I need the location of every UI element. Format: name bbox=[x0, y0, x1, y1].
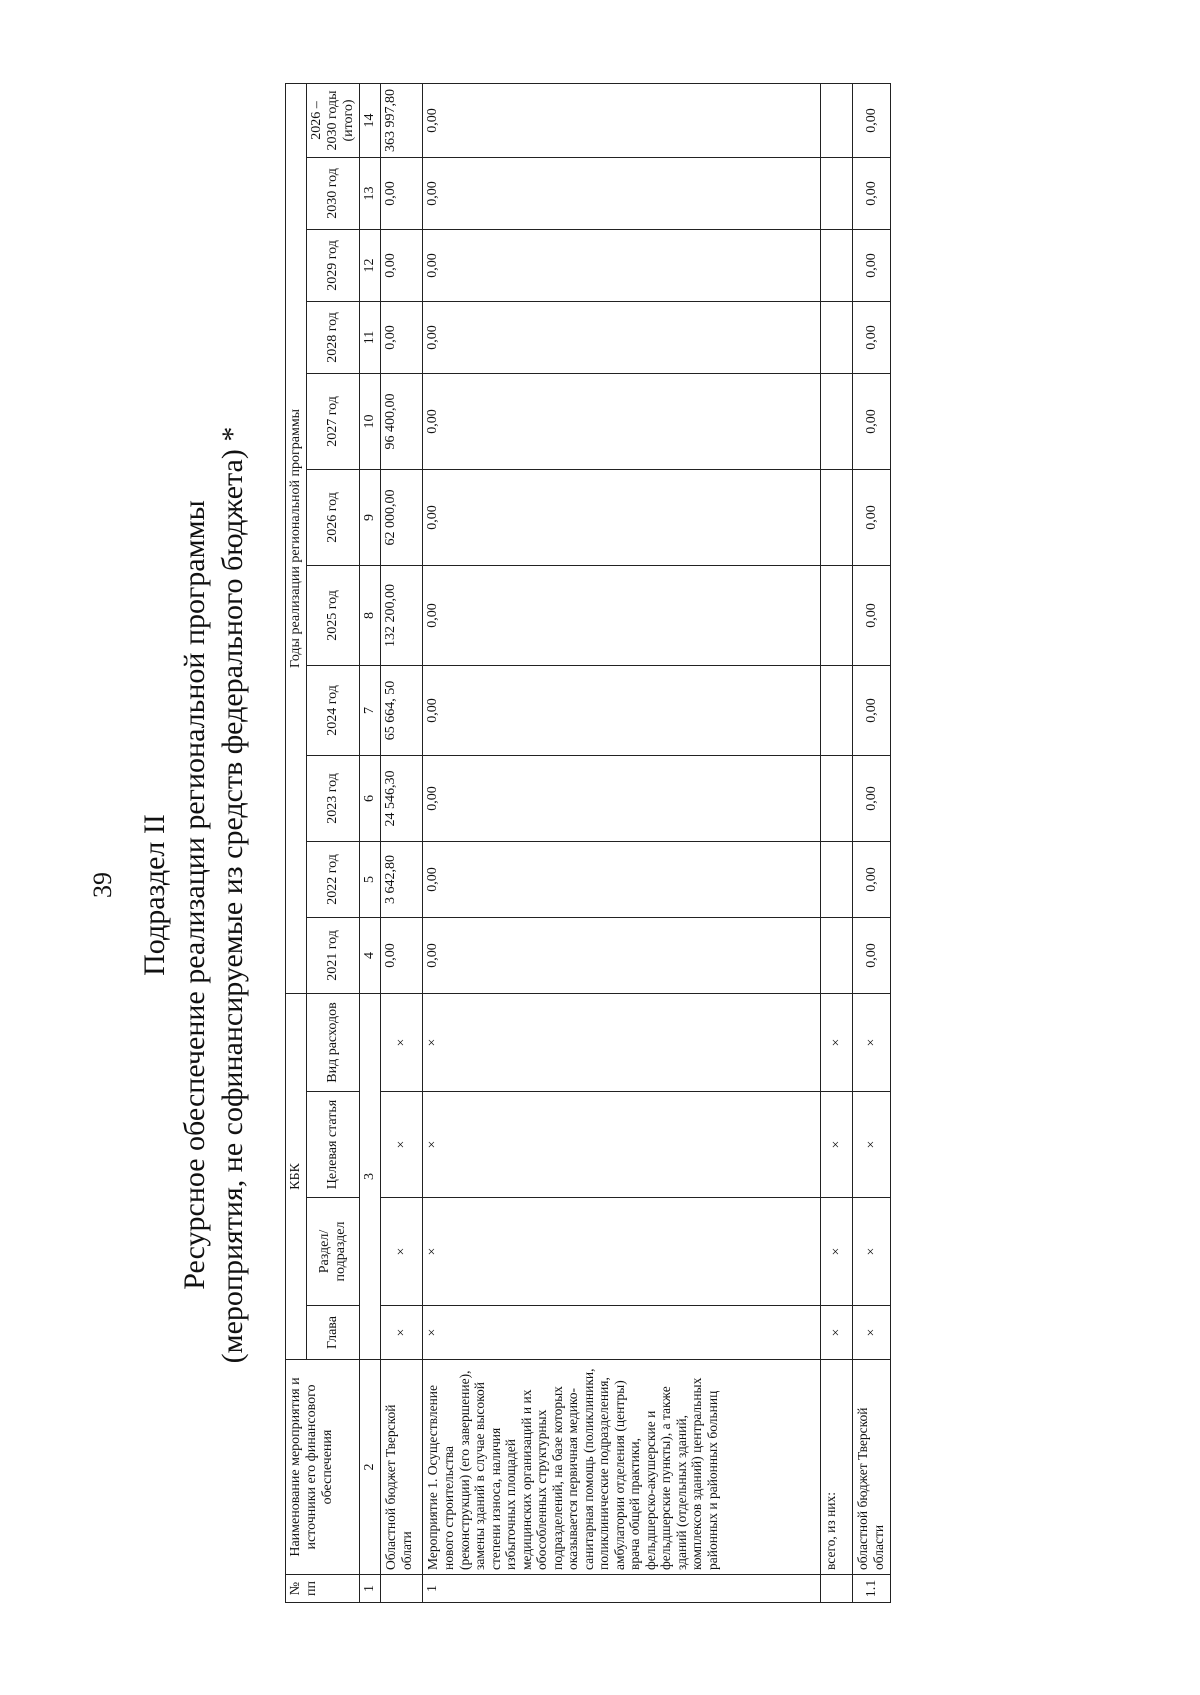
col-num: 10 bbox=[360, 373, 381, 469]
col-num: 4 bbox=[360, 917, 381, 993]
rotated-page bbox=[0, 88, 1100, 1695]
section-subheading: (мероприятия, не софинансируемые из средств федерального бюджета) * bbox=[216, 426, 249, 1364]
col-header-2028: 2028 год bbox=[307, 301, 360, 373]
value-cell: 0,00 bbox=[423, 841, 821, 917]
col-num: 6 bbox=[360, 755, 381, 841]
col-num: 14 bbox=[360, 83, 381, 157]
value-cell bbox=[821, 755, 853, 841]
header-row-1 bbox=[286, 83, 307, 1602]
value-cell: 0,00 bbox=[423, 469, 821, 565]
row-num bbox=[381, 1575, 423, 1603]
row-name: Областной бюджет Тверской облати bbox=[381, 1360, 423, 1575]
col-header-2029: 2029 год bbox=[307, 229, 360, 301]
table-row bbox=[821, 83, 853, 1602]
subsection-title: Подраздел II bbox=[138, 814, 171, 976]
value-cell bbox=[821, 229, 853, 301]
col-header-vid: Вид расходов bbox=[307, 993, 360, 1091]
col-header-glava: Глава bbox=[307, 1306, 360, 1360]
value-cell bbox=[821, 917, 853, 993]
row-num: 1.1 bbox=[853, 1575, 891, 1603]
row-num: 1 bbox=[423, 1575, 821, 1603]
value-cell: 0,00 bbox=[423, 917, 821, 993]
value-cell: 0,00 bbox=[853, 665, 891, 755]
value-cell: 65 664, 50 bbox=[381, 665, 423, 755]
value-cell bbox=[821, 83, 853, 157]
kbk-cell: × bbox=[821, 1306, 853, 1360]
col-num: 11 bbox=[360, 301, 381, 373]
value-cell: 0,00 bbox=[381, 229, 423, 301]
col-header-2024: 2024 год bbox=[307, 665, 360, 755]
col-num: 12 bbox=[360, 229, 381, 301]
col-header-2027: 2027 год bbox=[307, 373, 360, 469]
value-cell: 0,00 bbox=[423, 373, 821, 469]
value-cell: 0,00 bbox=[853, 565, 891, 665]
col-header-razdel: Раздел/ подраздел bbox=[307, 1198, 360, 1306]
value-cell: 0,00 bbox=[423, 665, 821, 755]
row-name: всего, из них: bbox=[821, 1360, 853, 1575]
kbk-cell: × bbox=[821, 1198, 853, 1306]
column-number-row bbox=[360, 83, 381, 1602]
col-header-2025: 2025 год bbox=[307, 565, 360, 665]
col-header-2026: 2026 год bbox=[307, 469, 360, 565]
col-num: 13 bbox=[360, 157, 381, 229]
col-num: 9 bbox=[360, 469, 381, 565]
kbk-cell: × bbox=[821, 993, 853, 1091]
section-heading: Ресурсное обеспечение реализации региональной программы bbox=[178, 500, 211, 1290]
kbk-cell: × bbox=[381, 1092, 423, 1198]
col-header-2022: 2022 год bbox=[307, 841, 360, 917]
value-cell bbox=[821, 373, 853, 469]
col-header-years: Годы реализации региональной программы bbox=[286, 83, 307, 993]
kbk-cell: × bbox=[853, 1306, 891, 1360]
kbk-cell: × bbox=[423, 1306, 821, 1360]
col-num: 5 bbox=[360, 841, 381, 917]
kbk-cell: × bbox=[423, 1092, 821, 1198]
value-cell: 0,00 bbox=[853, 469, 891, 565]
value-cell bbox=[821, 665, 853, 755]
row-num bbox=[821, 1575, 853, 1603]
col-num: 2 bbox=[360, 1360, 381, 1575]
value-cell: 24 546,30 bbox=[381, 755, 423, 841]
value-cell: 0,00 bbox=[423, 565, 821, 665]
value-cell: 0,00 bbox=[423, 83, 821, 157]
col-header-2021: 2021 год bbox=[307, 917, 360, 993]
page-number: 39 bbox=[88, 872, 117, 898]
col-header-celevaya: Целевая статья bbox=[307, 1092, 360, 1198]
col-num: 3 bbox=[360, 993, 381, 1359]
value-cell bbox=[821, 469, 853, 565]
col-header-total: 2026 – 2030 годы (итого) bbox=[307, 83, 360, 157]
col-header-2023: 2023 год bbox=[307, 755, 360, 841]
kbk-cell: × bbox=[423, 993, 821, 1091]
value-cell: 3 642,80 bbox=[381, 841, 423, 917]
value-cell: 0,00 bbox=[853, 83, 891, 157]
kbk-cell: × bbox=[381, 1198, 423, 1306]
value-cell: 0,00 bbox=[423, 229, 821, 301]
value-cell: 62 000,00 bbox=[381, 469, 423, 565]
value-cell bbox=[821, 157, 853, 229]
table-row bbox=[381, 83, 423, 1602]
kbk-cell: × bbox=[381, 993, 423, 1091]
kbk-cell: × bbox=[821, 1092, 853, 1198]
col-header-kbk: КБК bbox=[286, 993, 307, 1359]
col-header-num: № пп bbox=[286, 1575, 360, 1603]
value-cell: 0,00 bbox=[423, 157, 821, 229]
value-cell: 0,00 bbox=[853, 917, 891, 993]
value-cell: 0,00 bbox=[853, 373, 891, 469]
kbk-cell: × bbox=[381, 1306, 423, 1360]
value-cell: 0,00 bbox=[853, 841, 891, 917]
value-cell: 0,00 bbox=[423, 301, 821, 373]
kbk-cell: × bbox=[423, 1198, 821, 1306]
table-row bbox=[853, 83, 891, 1602]
kbk-cell: × bbox=[853, 993, 891, 1091]
value-cell: 0,00 bbox=[853, 755, 891, 841]
value-cell: 0,00 bbox=[853, 157, 891, 229]
col-num: 1 bbox=[360, 1575, 381, 1603]
value-cell: 363 997,80 bbox=[381, 83, 423, 157]
value-cell: 96 400,00 bbox=[381, 373, 423, 469]
row-name: областной бюджет Тверской области bbox=[853, 1360, 891, 1575]
value-cell: 0,00 bbox=[381, 917, 423, 993]
col-header-2030: 2030 год bbox=[307, 157, 360, 229]
kbk-cell: × bbox=[853, 1092, 891, 1198]
value-cell bbox=[821, 565, 853, 665]
value-cell bbox=[821, 841, 853, 917]
value-cell: 0,00 bbox=[423, 755, 821, 841]
col-num: 8 bbox=[360, 565, 381, 665]
row-name: Мероприятие 1. Осуществление нового строительства (реконструкции) (его завершение), замены зданий в случае высокой степени износа, наличия избыточных площадей медицинских организаций и их обособленных структурных подразделений, на базе которых оказывается первичная медико-санитарная помощь (поликлиники, поликлинические подразделения, амбулатории отделения (центры) врача общей практики, фельдшерско-акушерские и фельдшерские пункты), а также зданий (отдельных зданий, комплексов зданий) центральных районных и районных больниц bbox=[423, 1360, 821, 1575]
col-header-name: Наименование мероприятия и источники его финансового обеспечения bbox=[286, 1360, 360, 1575]
table-row bbox=[423, 83, 821, 1602]
value-cell: 0,00 bbox=[853, 229, 891, 301]
value-cell: 0,00 bbox=[853, 301, 891, 373]
col-num: 7 bbox=[360, 665, 381, 755]
resource-table bbox=[285, 83, 891, 1603]
value-cell: 0,00 bbox=[381, 157, 423, 229]
value-cell bbox=[821, 301, 853, 373]
value-cell: 132 200,00 bbox=[381, 565, 423, 665]
kbk-cell: × bbox=[853, 1198, 891, 1306]
value-cell: 0,00 bbox=[381, 301, 423, 373]
